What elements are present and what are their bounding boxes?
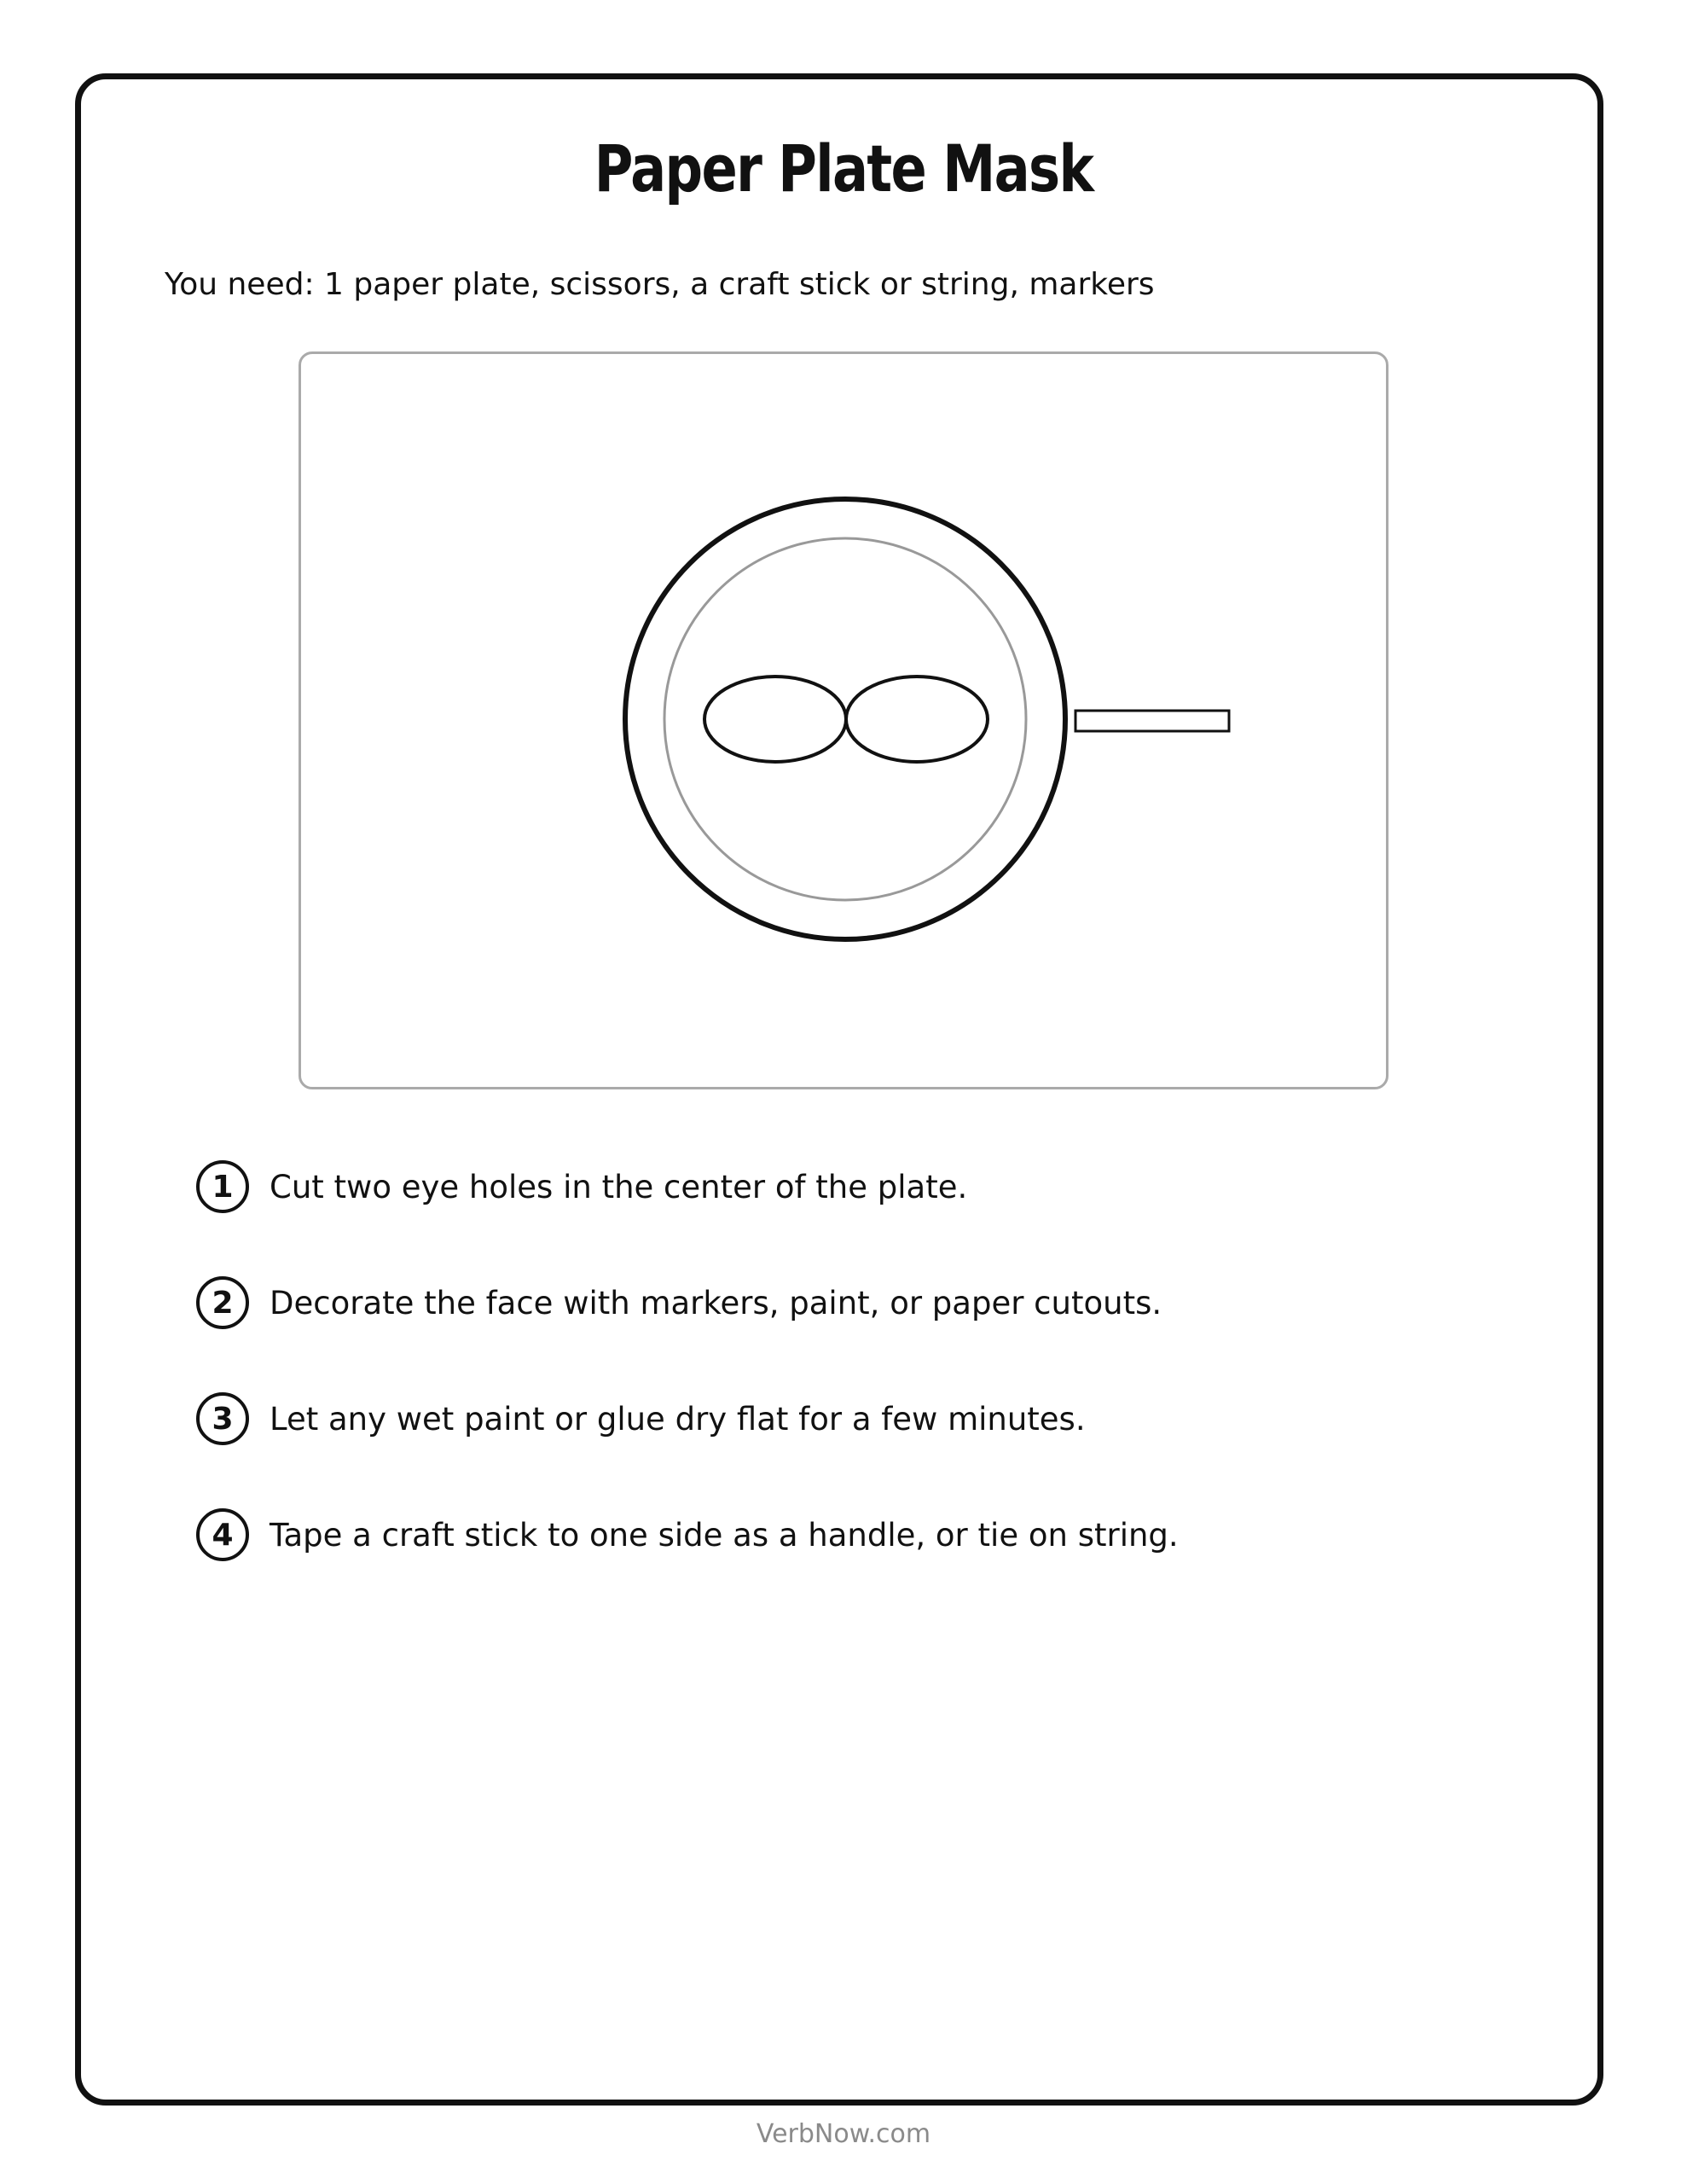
- craft-stick-handle: [1075, 711, 1229, 731]
- materials-list: You need: 1 paper plate, scissors, a craft stick or string, markers: [165, 267, 1155, 302]
- step-item: [196, 1272, 1179, 1333]
- step-item: [196, 1388, 1179, 1449]
- step-item: [196, 1504, 1179, 1565]
- left-eye-hole: [704, 677, 846, 762]
- right-eye-hole: [846, 677, 988, 762]
- step-text: Tape a craft stick to one side as a handle, or tie on string.: [270, 1516, 1179, 1554]
- mask-illustration: [301, 354, 1386, 1087]
- step-text: Decorate the face with markers, paint, or paper cutouts.: [270, 1284, 1162, 1321]
- step-number-badge: 3: [196, 1392, 249, 1445]
- instruction-steps: [196, 1156, 1179, 1620]
- step-item: [196, 1156, 1179, 1217]
- step-text: Cut two eye holes in the center of the plate.: [270, 1168, 968, 1205]
- footer-site-name: VerbNow.com: [756, 2119, 931, 2149]
- step-text: Let any wet paint or glue dry flat for a few minutes.: [270, 1400, 1086, 1438]
- step-number-badge: 2: [196, 1276, 249, 1329]
- mask-diagram-box: [299, 351, 1388, 1089]
- step-number-badge: 4: [196, 1508, 249, 1561]
- step-number-badge: 1: [196, 1160, 249, 1213]
- page-title: Paper Plate Mask: [594, 131, 1093, 206]
